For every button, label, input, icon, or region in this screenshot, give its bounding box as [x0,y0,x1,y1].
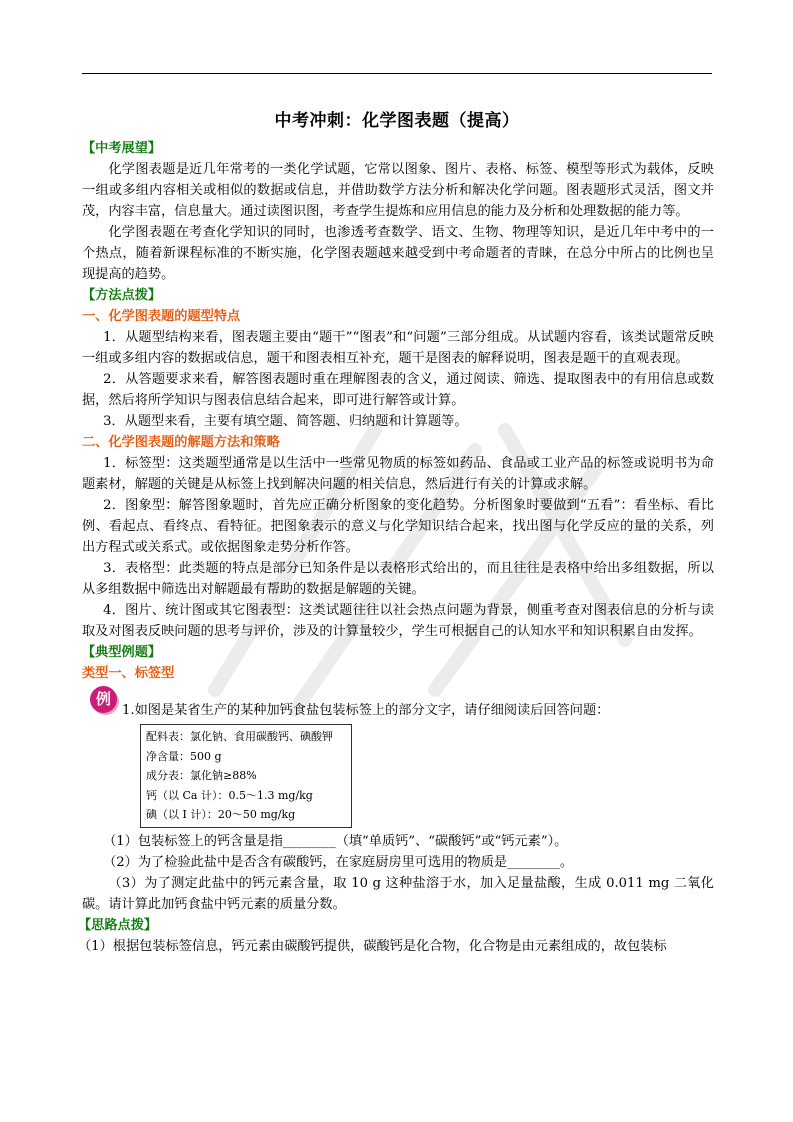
tip-text-1: （1）根据包装标签信息，钙元素由碳酸钙提供，碳酸钙是化合物，化合物是由元素组成的，故包装标 [78,938,667,954]
question-1-intro: 1.如图是某省生产的某种加钙食盐包装标签上的部分文字，请仔细阅读后回答问题： [122,703,610,718]
label-line: 成分表：氯化钠≥88% [146,769,257,782]
question-1-part-1: （1）包装标签上的钙含量是指________（填“单质钙”、“碳酸钙”或“钙元素”）。 [103,833,568,849]
feature-3: 3．从题型来看，主要有填空题、简答题、归纳题和计算题等。 [103,414,468,429]
label-line: 净含量：500 g [146,749,222,763]
question-1-part-3: （3）为了测定此盐中的钙元素含量，取 10 g 这种盐溶于水，加入足量盐酸，生成 0.011 mg 二氧化碳。请计算此加钙食盐中钙元素的质量分数。 [82,875,714,912]
features-heading: 一、化学图表题的题型特点 [82,309,241,324]
example-row [82,686,714,724]
question-1-part-2: （2）为了检验此盐中是否含有碳酸钙，在家庭厨房里可选用的物质是________。 [103,854,574,870]
document-body [78,138,714,957]
salt-label-box [140,724,352,828]
strategy-heading: 二、化学图表题的解题方法和策略 [82,435,280,450]
feature-1: 1．从题型结构来看，图表题主要由“题干”“图表”和“问题”三部分组成。从试题内容看，该类试题常反映一组或多组内容的数据或信息，题干和图表相互补充，题干是图表的解释说明，图表是题干的直观表现。 [82,330,714,366]
type1-heading: 类型一、标签型 [82,666,175,681]
label-line: 钙（以 Ca 计）：0.5～1.3 mg/kg [146,788,313,802]
strategy-2: 2．图象型：解答图象题时，首先应正确分析图象的变化趋势。分析图象时要做到“五看”：看坐标、看比例、看起点、看终点、看特征。把图象表示的意义与化学知识结合起来，找出图与化学反应的量的关系，列出方程式或关系式。或依据图象走势分析作答。 [82,498,714,555]
label-line: 配料表：氯化钠、食用碳酸钙、碘酸钾 [146,730,333,743]
label-line: 碘（以 I 计）：20～50 mg/kg [146,808,296,821]
strategy-4: 4．图片、统计图或其它图表型：这类试题往往以社会热点问题为背景，侧重考查对图表信息的分析与读取及对图表反映问题的思考与评价，涉及的计算量较少，学生可根据自己的认知水平和知识积累自由发挥。 [82,603,714,639]
page-title: 中考冲刺：化学图表题（提高） [274,111,520,131]
outlook-paragraph-2: 化学图表题在考查化学知识的同时，也渗透考查数学、语文、生物、物理等知识，是近几年中考中的一个热点，随着新课程标准的不断实施，化学图表题越来越受到中考命题者的青睐，在总分中所占的比例也呈现提高的趋势。 [82,225,714,282]
strategy-1: 1．标签型：这类题型通常是以生活中一些常见物质的标签如药品、食品或工业产品的标签或说明书为命题素材，解题的关键是从标签上找到解决问题的相关信息，然后进行有关的计算或求解。 [82,456,714,492]
examples-heading: 【典型例题】 [82,645,162,660]
header-rule [82,73,712,74]
strategy-3: 3．表格型：此类题的特点是部分已知条件是以表格形式给出的，而且往往是表格中给出多组数据，所以从多组数据中筛选出对解题最有帮助的数据是解题的关键。 [82,561,714,597]
method-heading: 【方法点拨】 [82,288,162,303]
outlook-heading: 【中考展望】 [82,141,162,156]
feature-2: 2．从答题要求来看，解答图表题时重在理解图表的含义，通过阅读、筛选、提取图表中的有用信息或数据，然后将所学知识与图表信息结合起来，即可进行解答或计算。 [82,372,714,408]
tip-heading: 【思路点拨】 [78,917,158,933]
example-badge-icon: 例 [90,686,117,713]
outlook-paragraph-1: 化学图表题是近几年常考的一类化学试题，它常以图象、图片、表格、标签、模型等形式为载体，反映一组或多组内容相关或相似的数据或信息，并借助数学方法分析和解决化学问题。图表题形式灵活，图文并茂，内容丰富，信息量大。通过读图识图，考查学生提炼和应用信息的能力及分析和处理数据的能力等。 [82,162,714,219]
